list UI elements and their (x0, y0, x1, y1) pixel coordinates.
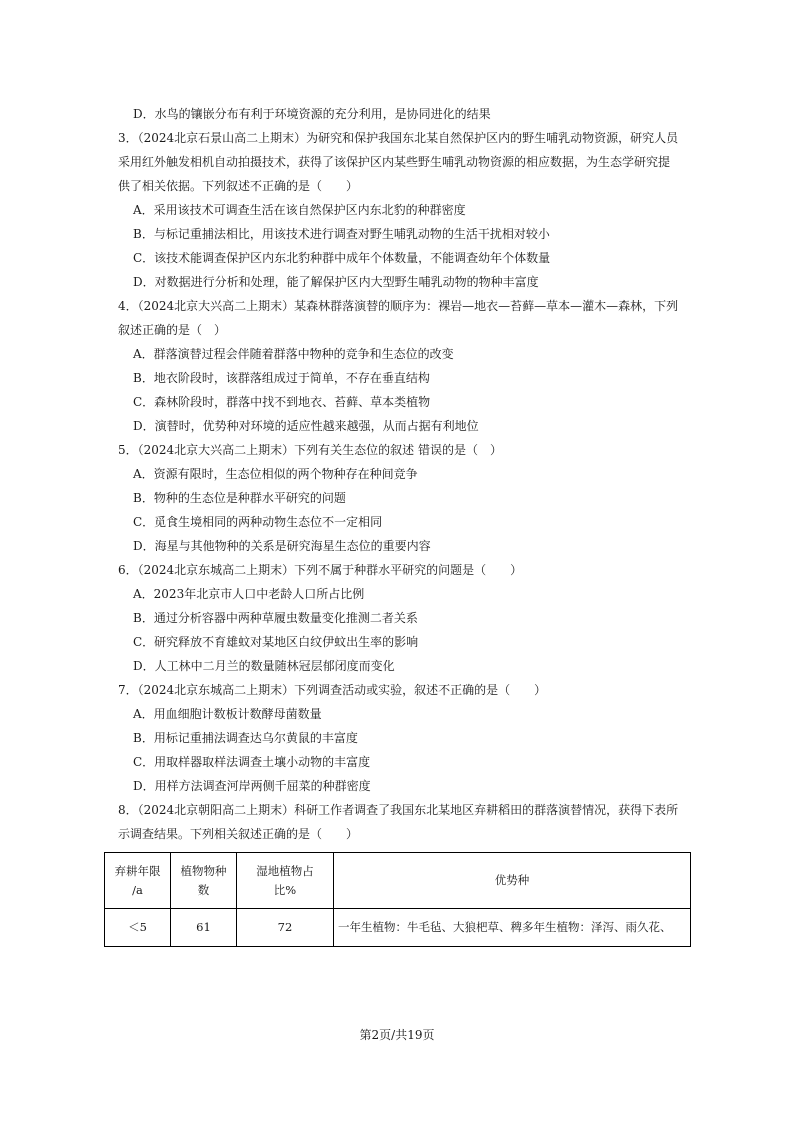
q2-option-d: D．水鸟的镶嵌分布有利于环境资源的充分利用，是协同进化的结果 (133, 107, 491, 121)
q6-option-a: A．2023年北京市人口中老龄人口所占比例 (133, 587, 365, 601)
q4-option-c: C．森林阶段时，群落中找不到地衣、苔藓、草本类植物 (133, 395, 431, 409)
header-plant-species-line1: 植物物种 (180, 863, 227, 878)
q3-option-c: C．该技术能调查保护区内东北豹种群中成年个体数量，不能调查幼年个体数量 (133, 251, 551, 265)
q3-stem-line3: 供了相关依据。下列叙述不正确的是（ ） (118, 179, 359, 193)
q6-option-c: C．研究释放不育雄蚊对某地区白纹伊蚊出生率的影响 (133, 635, 419, 649)
q6-stem: 6．（2024北京东城高二上期末）下列不属于种群水平研究的问题是（ ） (118, 563, 523, 577)
header-abandon-years-line2: /a (132, 882, 143, 897)
table-row (105, 909, 691, 947)
q3-option-a: A．采用该技术可调查生活在该自然保护区内东北豹的种群密度 (133, 203, 466, 217)
q3-option-b: B．与标记重捕法相比，用该技术进行调查对野生哺乳动物的生活干扰相对较小 (133, 227, 550, 241)
succession-survey-table (104, 852, 691, 947)
q5-stem: 5．（2024北京大兴高二上期末）下列有关生态位的叙述 错误的是（ ） (118, 443, 502, 457)
q6-option-b: B．通过分析容器中两种草履虫数量变化推测二者关系 (133, 611, 418, 625)
q7-stem: 7．（2024北京东城高二上期末）下列调查活动或实验，叙述不正确的是（ ） (118, 683, 547, 697)
header-wetland-ratio (237, 853, 334, 909)
header-abandon-years (105, 853, 171, 909)
q7-option-a: A．用血细胞计数板计数酵母菌数量 (133, 707, 322, 721)
q8-stem-line2: 示调查结果。下列相关叙述正确的是（ ） (118, 827, 359, 841)
q5-option-b: B．物种的生态位是种群水平研究的问题 (133, 491, 346, 505)
table-header-row (105, 853, 691, 909)
header-wetland-ratio-line2: 比% (273, 882, 297, 897)
q7-option-d: D．用样方法调查河岸两侧千屈菜的种群密度 (133, 779, 371, 793)
header-plant-species-line2: 数 (197, 882, 210, 897)
q5-option-a: A．资源有限时，生态位相似的两个物种存在种间竞争 (133, 467, 418, 481)
q7-option-b: B．用标记重捕法调查达乌尔黄鼠的丰富度 (133, 731, 358, 745)
header-dominant-species: 优势种 (334, 853, 691, 909)
cell-abandon-years: ＜5 (105, 909, 171, 947)
q3-option-d: D．对数据进行分析和处理，能了解保护区内大型野生哺乳动物的物种丰富度 (133, 275, 539, 289)
q7-option-c: C．用取样器取样法调查土壤小动物的丰富度 (133, 755, 371, 769)
q3-stem-line2: 采用红外触发相机自动拍摄技术，获得了该保护区内某些野生哺乳动物资源的相应数据，为生态学研究提 (118, 155, 671, 169)
q5-option-d: D．海星与其他物种的关系是研究海星生态位的重要内容 (133, 539, 431, 553)
q4-option-b: B．地衣阶段时，该群落组成过于简单，不存在垂直结构 (133, 371, 430, 385)
q4-stem-line1: 4．（2024北京大兴高二上期末）某森林群落演替的顺序为：裸岩—地衣—苔藓—草本—灌木—森林，下列 (118, 299, 679, 313)
header-plant-species (171, 853, 237, 909)
cell-plant-species: 61 (171, 909, 237, 947)
cell-dominant-species: 一年生植物：牛毛毡、大狼杷草、稗多年生植物：泽泻、雨久花、 (334, 909, 691, 947)
q6-option-d: D．人工林中二月兰的数量随林冠层郁闭度而变化 (133, 659, 395, 673)
header-abandon-years-line1: 弃耕年限 (114, 863, 161, 878)
header-wetland-ratio-line1: 湿地植物占 (256, 863, 314, 878)
cell-wetland-ratio: 72 (237, 909, 334, 947)
page-number: 第2页/共19页 (359, 1028, 435, 1042)
q4-option-d: D．演替时，优势种对环境的适应性越来越强，从而占据有利地位 (133, 419, 479, 433)
q4-option-a: A．群落演替过程会伴随着群落中物种的竞争和生态位的改变 (133, 347, 454, 361)
q3-stem-line1: 3．（2024北京石景山高二上期末）为研究和保护我国东北某自然保护区内的野生哺乳动物资源，研究人员 (118, 131, 679, 145)
q8-stem-line1: 8．（2024北京朝阳高二上期末）科研工作者调查了我国东北某地区弃耕稻田的群落演替情况，获得下表所 (118, 803, 679, 817)
q4-stem-line2: 叙述正确的是（ ） (118, 323, 227, 337)
q5-option-c: C．觅食生境相同的两种动物生态位不一定相同 (133, 515, 383, 529)
